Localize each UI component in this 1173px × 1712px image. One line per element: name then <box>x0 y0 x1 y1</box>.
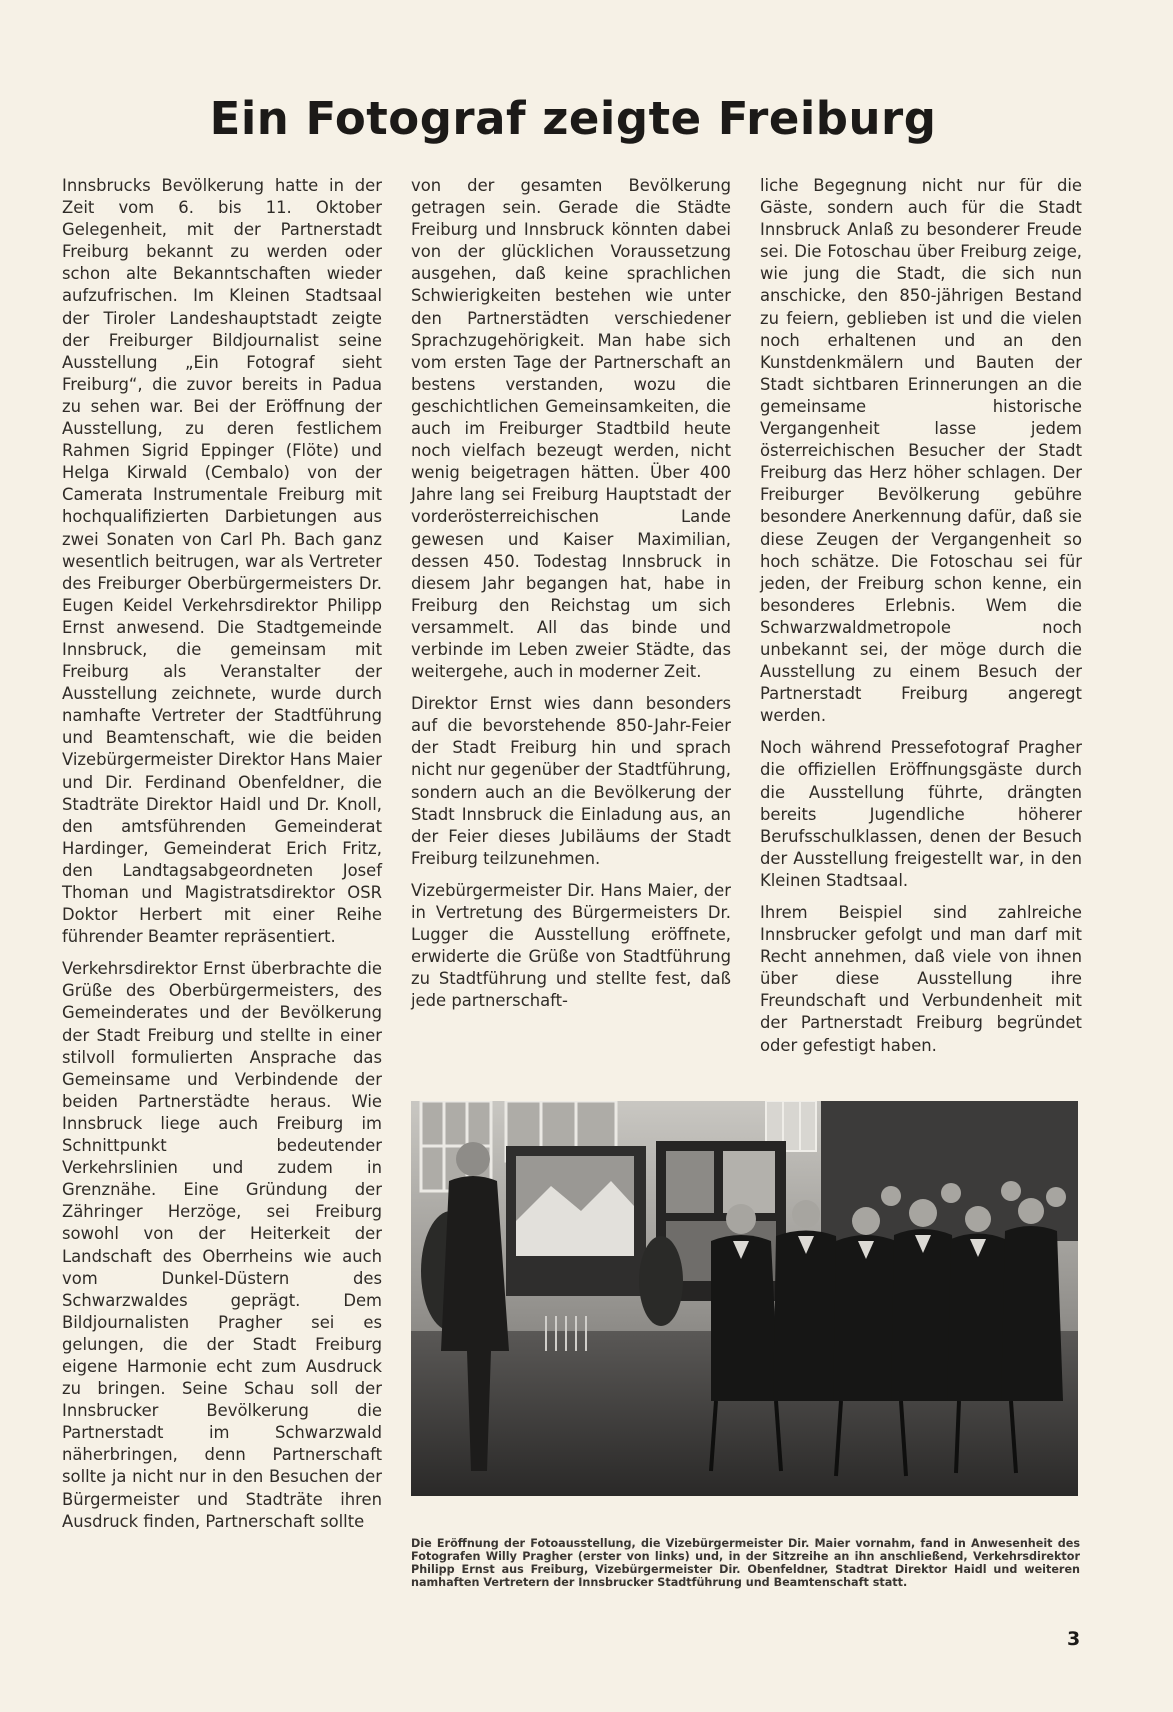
photo-caption: Die Eröffnung der Fotoausstellung, die Vizebürgermeister Dir. Maier vornahm, fand in Anwesenheit des Fotografen Willy Pragher (erster von links) und, in der Sitzreihe an ihn anschließend, Verkehrsdirektor Philipp Ernst aus Freiburg, Vizebürgermeister Dir. Obenfeldner, Stadtrat Direktor Haidl und weiteren namhaften Vertretern der Innsbrucker Stadtführung und Beamtenschaft statt. <box>411 1537 1080 1589</box>
paragraph: Innsbrucks Bevölkerung hatte in der Zeit vom 6. bis 11. Oktober Gelegenheit, mit der Partnerstadt Freiburg bekannt zu werden oder schon alte Bekanntschaften wieder aufzufrischen. Im Kleinen Stadtsaal der Tiroler Landeshauptstadt zeigte der Freiburger Bildjournalist seine Ausstellung „Ein Fotograf sieht Freiburg“, die zuvor bereits in Padua zu sehen war. Bei der Eröffnung der Ausstellung, zu deren festlichem Rahmen Sigrid Eppinger (Flöte) und Helga Kirwald (Cembalo) von der Camerata Instrumentale Freiburg mit hochqualifizierten Darbietungen aus zwei Sonaten von Carl Ph. Bach ganz wesentlich beitrugen, war als Vertreter des Freiburger Oberbürgermeisters Dr. Eugen Keidel Verkehrsdirektor Philipp Ernst anwesend. Die Stadtgemeinde Innsbruck, die gemeinsam mit Freiburg als Veranstalter der Ausstellung zeichnete, wurde durch namhafte Vertreter der Stadtführung und Beamtenschaft, wie die beiden Vizebürgermeister Direktor Hans Maier und Dir. Ferdinand Obenfeldner, die Stadträte Direktor Haidl und Dr. Knoll, den amtsführenden Gemeinderat Hardinger, Gemeinderat Erich Fritz, den Landtagsabgeordneten Josef Thoman und Magistratsdirektor OSR Doktor Herbert mit einer Reihe führender Beamter repräsentiert. <box>62 176 382 947</box>
page-number: 3 <box>1067 1628 1081 1650</box>
paragraph: liche Begegnung nicht nur für die Gäste, sondern auch für die Stadt Innsbruck Anlaß zu besonderer Freude sei. Die Fotoschau über Freiburg zeige, wie jung die Stadt, die sich nun anschicke, den 850-jährigen Bestand zu feiern, geblieben ist und die vielen noch erhaltenen und an den Kunstdenkmälern und Bauten der Stadt sichtbaren Erinnerungen an die gemeinsame historische Vergangenheit lasse jedem österreichischen Besucher der Stadt Freiburg das Herz höher schlagen. Der Freiburger Bevölkerung gebühre besondere Anerkennung dafür, daß sie diese Zeugen der Vergangenheit so hoch schätze. Die Fotoschau sei für jeden, der Freiburg schon kenne, ein besonderes Erlebnis. Wem die Schwarzwaldmetropole noch unbekannt sei, der möge durch die Ausstellung zu einem Besuch der Partnerstadt Freiburg angeregt werden. <box>760 176 1082 726</box>
photo-illustration <box>411 1101 1078 1496</box>
article-column-2 <box>411 175 731 1022</box>
article-column-1 <box>62 175 382 1543</box>
article-title: Ein Fotograf zeigte Freiburg <box>209 92 937 145</box>
exhibition-opening-photo <box>411 1101 1078 1496</box>
paragraph: Noch während Pressefotograf Pragher die offiziellen Eröffnungsgäste durch die Ausstellung führte, drängten bereits Jugendliche höherer Berufsschulklassen, denen der Besuch der Ausstellung freigestellt war, in den Kleinen Stadtsaal. <box>760 738 1082 890</box>
paragraph: von der gesamten Bevölkerung getragen sein. Gerade die Städte Freiburg und Innsbruck könnten dabei von der glücklichen Voraussetzung ausgehen, daß keine sprachlichen Schwierigkeiten bestehen wie unter den Partnerstädten verschiedener Sprachzugehörigkeit. Man habe sich vom ersten Tage der Partnerschaft an bestens verstanden, wozu die geschichtlichen Gemeinsamkeiten, die auch im Freiburger Stadtbild heute noch vielfach bezeugt werden, nicht wenig beigetragen hätten. Über 400 Jahre lang sei Freiburg Hauptstadt der vorderösterreichischen Lande gewesen und Kaiser Maximilian, dessen 450. Todestag Innsbruck in diesem Jahr begangen hat, habe in Freiburg den Reichstag um sich versammelt. All das binde und verbinde im Leben zweier Städte, das weitergehe, auch in moderner Zeit. <box>411 176 731 682</box>
paragraph: Vizebürgermeister Dir. Hans Maier, der in Vertretung des Bürgermeisters Dr. Lugger die Ausstellung eröffnete, erwiderte die Grüße von Stadtführung zu Stadtführung und stellte fest, daß jede partnerschaft- <box>411 880 731 1011</box>
paragraph: Ihrem Beispiel sind zahlreiche Innsbrucker gefolgt und man darf mit Recht annehmen, daß viele von ihnen über diese Ausstellung ihre Freundschaft und Verbundenheit mit der Partnerstadt Freiburg begründet oder gefestigt haben. <box>760 903 1082 1055</box>
article-column-3 <box>760 175 1082 1067</box>
paragraph: Verkehrsdirektor Ernst überbrachte die Grüße des Oberbürgermeisters, des Gemeinderates und der Bevölkerung der Stadt Freiburg und stellte in einer stilvoll formulierten Ansprache das Gemeinsame und Verbindende der beiden Partnerstädte heraus. Wie Innsbruck liege auch Freiburg im Schnittpunkt bedeutender Verkehrslinien und zudem in Grenznähe. Eine Gründung der Zähringer Herzöge, sei Freiburg sowohl von der Heiterkeit der Landschaft des Oberrheins wie auch vom Dunkel-Düstern des Schwarzwaldes geprägt. Dem Bildjournalisten Pragher sei es gelungen, die der Stadt Freiburg eigene Harmonie echt zum Ausdruck zu bringen. Seine Schau soll der Innsbrucker Bevölkerung die Partnerstadt im Schwarzwald näherbringen, denn Partnerschaft sollte ja nicht nur in den Besuchen der Bürgermeister und Stadträte ihren Ausdruck finden, Partnerschaft sollte <box>62 959 382 1531</box>
paragraph: Direktor Ernst wies dann besonders auf die bevorstehende 850-Jahr-Feier der Stadt Freiburg hin und sprach nicht nur gegenüber der Stadtführung, sondern auch an die Bevölkerung der Stadt Innsbruck die Einladung aus, an der Feier dieses Jubiläums der Stadt Freiburg teilzunehmen. <box>411 694 731 868</box>
